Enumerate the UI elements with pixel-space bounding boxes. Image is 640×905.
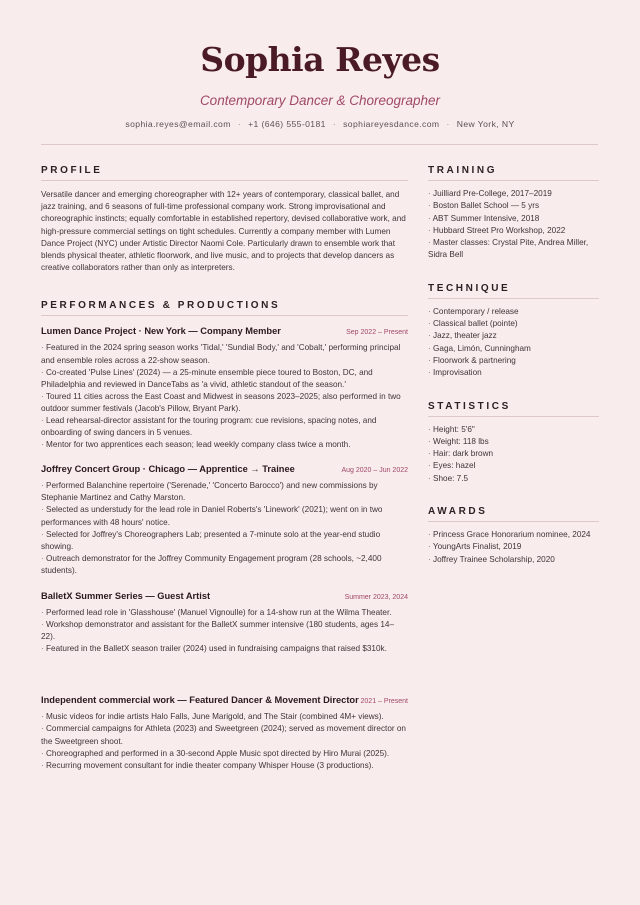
training-item: · Hubbard Street Pro Workshop, 2022	[428, 225, 599, 237]
job-header	[41, 464, 408, 474]
job-entry	[41, 591, 408, 655]
technique-item: · Improvisation	[428, 367, 599, 379]
profile-text: Versatile dancer and emerging choreographer with 12+ years of contemporary, classical ballet, and jazz training, and 6 seasons of full-time professional company work. Strong improvisational and choreographic instincts; equally comfortable in established repertory, devised collaborative work, and high-pressure commercial settings on tight schedules. Currently a company member with Lumen Dance Project (NYC) under Artistic Director Naomi Cole. Particularly drawn to ensemble work that blends physical theater, athletic floorwork, and live music, and to projects that develop dancers as creative collaborators rather than only as interpreters.	[41, 190, 406, 273]
training-section	[428, 165, 599, 262]
job-bullet: · Featured in the 2024 spring season works 'Tidal,' 'Sundial Body,' and 'Cobalt,' performing principal and ensemble roles across a 22-show season.	[41, 342, 408, 366]
statistics-section	[428, 401, 599, 485]
job-bullet: · Recurring movement consultant for indie theater company Whisper House (3 productions).	[41, 760, 408, 772]
technique-section	[428, 283, 599, 380]
job-bullet: · Commercial campaigns for Athleta (2023) and Sweetgreen (2024); served as movement director on the Sweetgreen shoot.	[41, 723, 408, 747]
statistics-item: · Hair: dark brown	[428, 448, 599, 460]
contact-location: New York, NY	[456, 119, 515, 129]
awards-heading: AWARDS	[428, 506, 599, 522]
job-bullet: · Co-created 'Pulse Lines' (2024) — a 25-minute ensemble piece toured to Boston, DC, and Philadelphia and reviewed in DanceTabs as 'a vivid, athletic standout of the season.'	[41, 367, 408, 391]
statistics-item: · Eyes: hazel	[428, 460, 599, 472]
training-heading: TRAINING	[428, 165, 599, 181]
profile-heading: PROFILE	[41, 165, 408, 181]
contact-separator: ·	[237, 119, 242, 129]
job-bullets	[41, 607, 408, 655]
job-header	[41, 326, 408, 336]
statistics-list	[428, 424, 599, 485]
job-bullets	[41, 711, 408, 771]
job-title: Joffrey Concert Group · Chicago — Apprentice → Trainee	[41, 464, 295, 475]
training-item: · Juilliard Pre-College, 2017–2019	[428, 188, 599, 200]
statistics-item: · Shoe: 7.5	[428, 473, 599, 485]
job-title: BalletX Summer Series — Guest Artist	[41, 591, 211, 602]
job-header	[41, 591, 408, 601]
job-bullet: · Featured in the BalletX season trailer (2024) used in fundraising campaigns that raised $310k.	[41, 643, 408, 655]
job-date: 2021 – Present	[360, 698, 408, 706]
header-divider	[41, 144, 598, 145]
job-header	[41, 695, 408, 705]
job-entry	[41, 695, 408, 771]
training-item: · ABT Summer Intensive, 2018	[428, 213, 599, 225]
job-date: Aug 2020 – Jun 2022	[341, 467, 408, 475]
contact-separator: ·	[446, 119, 450, 129]
job-entry	[41, 326, 408, 451]
job-bullet: · Performed Balanchine repertoire ('Serenade,' 'Concerto Barocco') and new commissions by Stephanie Martinez and Cathy Marston.	[41, 480, 408, 504]
job-date: Sep 2022 – Present	[346, 329, 408, 337]
performances-heading: PERFORMANCES & PRODUCTIONS	[41, 300, 408, 316]
job-entry	[41, 464, 408, 577]
job-bullet: · Workshop demonstrator and assistant for the BalletX summer intensive (180 students, ages 14–22).	[41, 619, 408, 643]
job-bullets	[41, 480, 408, 577]
contact-separator: ·	[332, 119, 337, 129]
contact-website: sophiareyesdance.com	[343, 119, 440, 129]
training-item: · Master classes: Crystal Pite, Andrea Miller, Sidra Bell	[428, 237, 599, 262]
job-bullet: · Mentor for two apprentices each season; lead weekly company class twice a month.	[41, 439, 408, 451]
job-bullet: · Choreographed and performed in a 30-second Apple Music spot directed by Hiro Murai (2025).	[41, 748, 408, 760]
technique-item: · Gaga, Limón, Cunningham	[428, 343, 599, 355]
technique-list	[428, 306, 599, 380]
job-bullet: · Outreach demonstrator for the Joffrey Community Engagement program (28 schools, ~2,400 students).	[41, 553, 408, 577]
main-column	[41, 165, 408, 772]
contact-line	[0, 119, 640, 129]
award-item: · Princess Grace Honorarium nominee, 2024	[428, 529, 599, 541]
award-item: · YoungArts Finalist, 2019	[428, 541, 599, 553]
training-list	[428, 188, 599, 262]
training-item: · Boston Ballet School — 5 yrs	[428, 200, 599, 212]
job-bullet: · Selected for Joffrey's Choreographers Lab; presented a 7-minute solo at the year-end studio showing.	[41, 529, 408, 553]
job-bullets	[41, 342, 408, 451]
contact-email: sophia.reyes@email.com	[125, 119, 231, 129]
awards-list	[428, 529, 599, 566]
technique-item: · Floorwork & partnering	[428, 355, 599, 367]
job-bullet: · Music videos for indie artists Halo Falls, June Marigold, and The Stair (combined 4M+ views).	[41, 711, 408, 723]
job-date: Summer 2023, 2024	[344, 594, 408, 602]
technique-item: · Contemporary / release	[428, 306, 599, 318]
statistics-item: · Weight: 118 lbs	[428, 436, 599, 448]
technique-item: · Jazz, theater jazz	[428, 330, 599, 342]
job-title: Independent commercial work — Featured Dancer & Movement Director	[41, 695, 359, 706]
technique-item: · Classical ballet (pointe)	[428, 318, 599, 330]
job-bullet: · Selected as understudy for the lead role in Daniel Roberts's 'Linework' (2021); went on in two performances with 48 hours' notice.	[41, 504, 408, 528]
sidebar-column	[428, 165, 599, 566]
contact-phone: +1 (646) 555-0181	[248, 119, 326, 129]
awards-section	[428, 506, 599, 566]
job-bullet: · Lead rehearsal-director assistant for the touring program: cue revisions, spacing notes, and onboarding of swing dancers in 5 venues.	[41, 415, 408, 439]
job-bullet: · Toured 11 cities across the East Coast and Midwest in seasons 2023–2025; also performed in two outdoor summer festivals (Jacob's Pillow, Bryant Park).	[41, 391, 408, 415]
technique-heading: TECHNIQUE	[428, 283, 599, 299]
candidate-subtitle: Contemporary Dancer & Choreographer	[199, 93, 441, 108]
award-item: · Joffrey Trainee Scholarship, 2020	[428, 554, 599, 566]
statistics-item: · Height: 5'6"	[428, 424, 599, 436]
statistics-heading: STATISTICS	[428, 401, 599, 417]
job-bullet: · Performed lead role in 'Glasshouse' (Manuel Vignoulle) for a 14-show run at the Wilma Theater.	[41, 607, 408, 619]
job-title: Lumen Dance Project · New York — Company Member	[41, 326, 281, 337]
candidate-name: Sophia Reyes	[200, 40, 440, 79]
